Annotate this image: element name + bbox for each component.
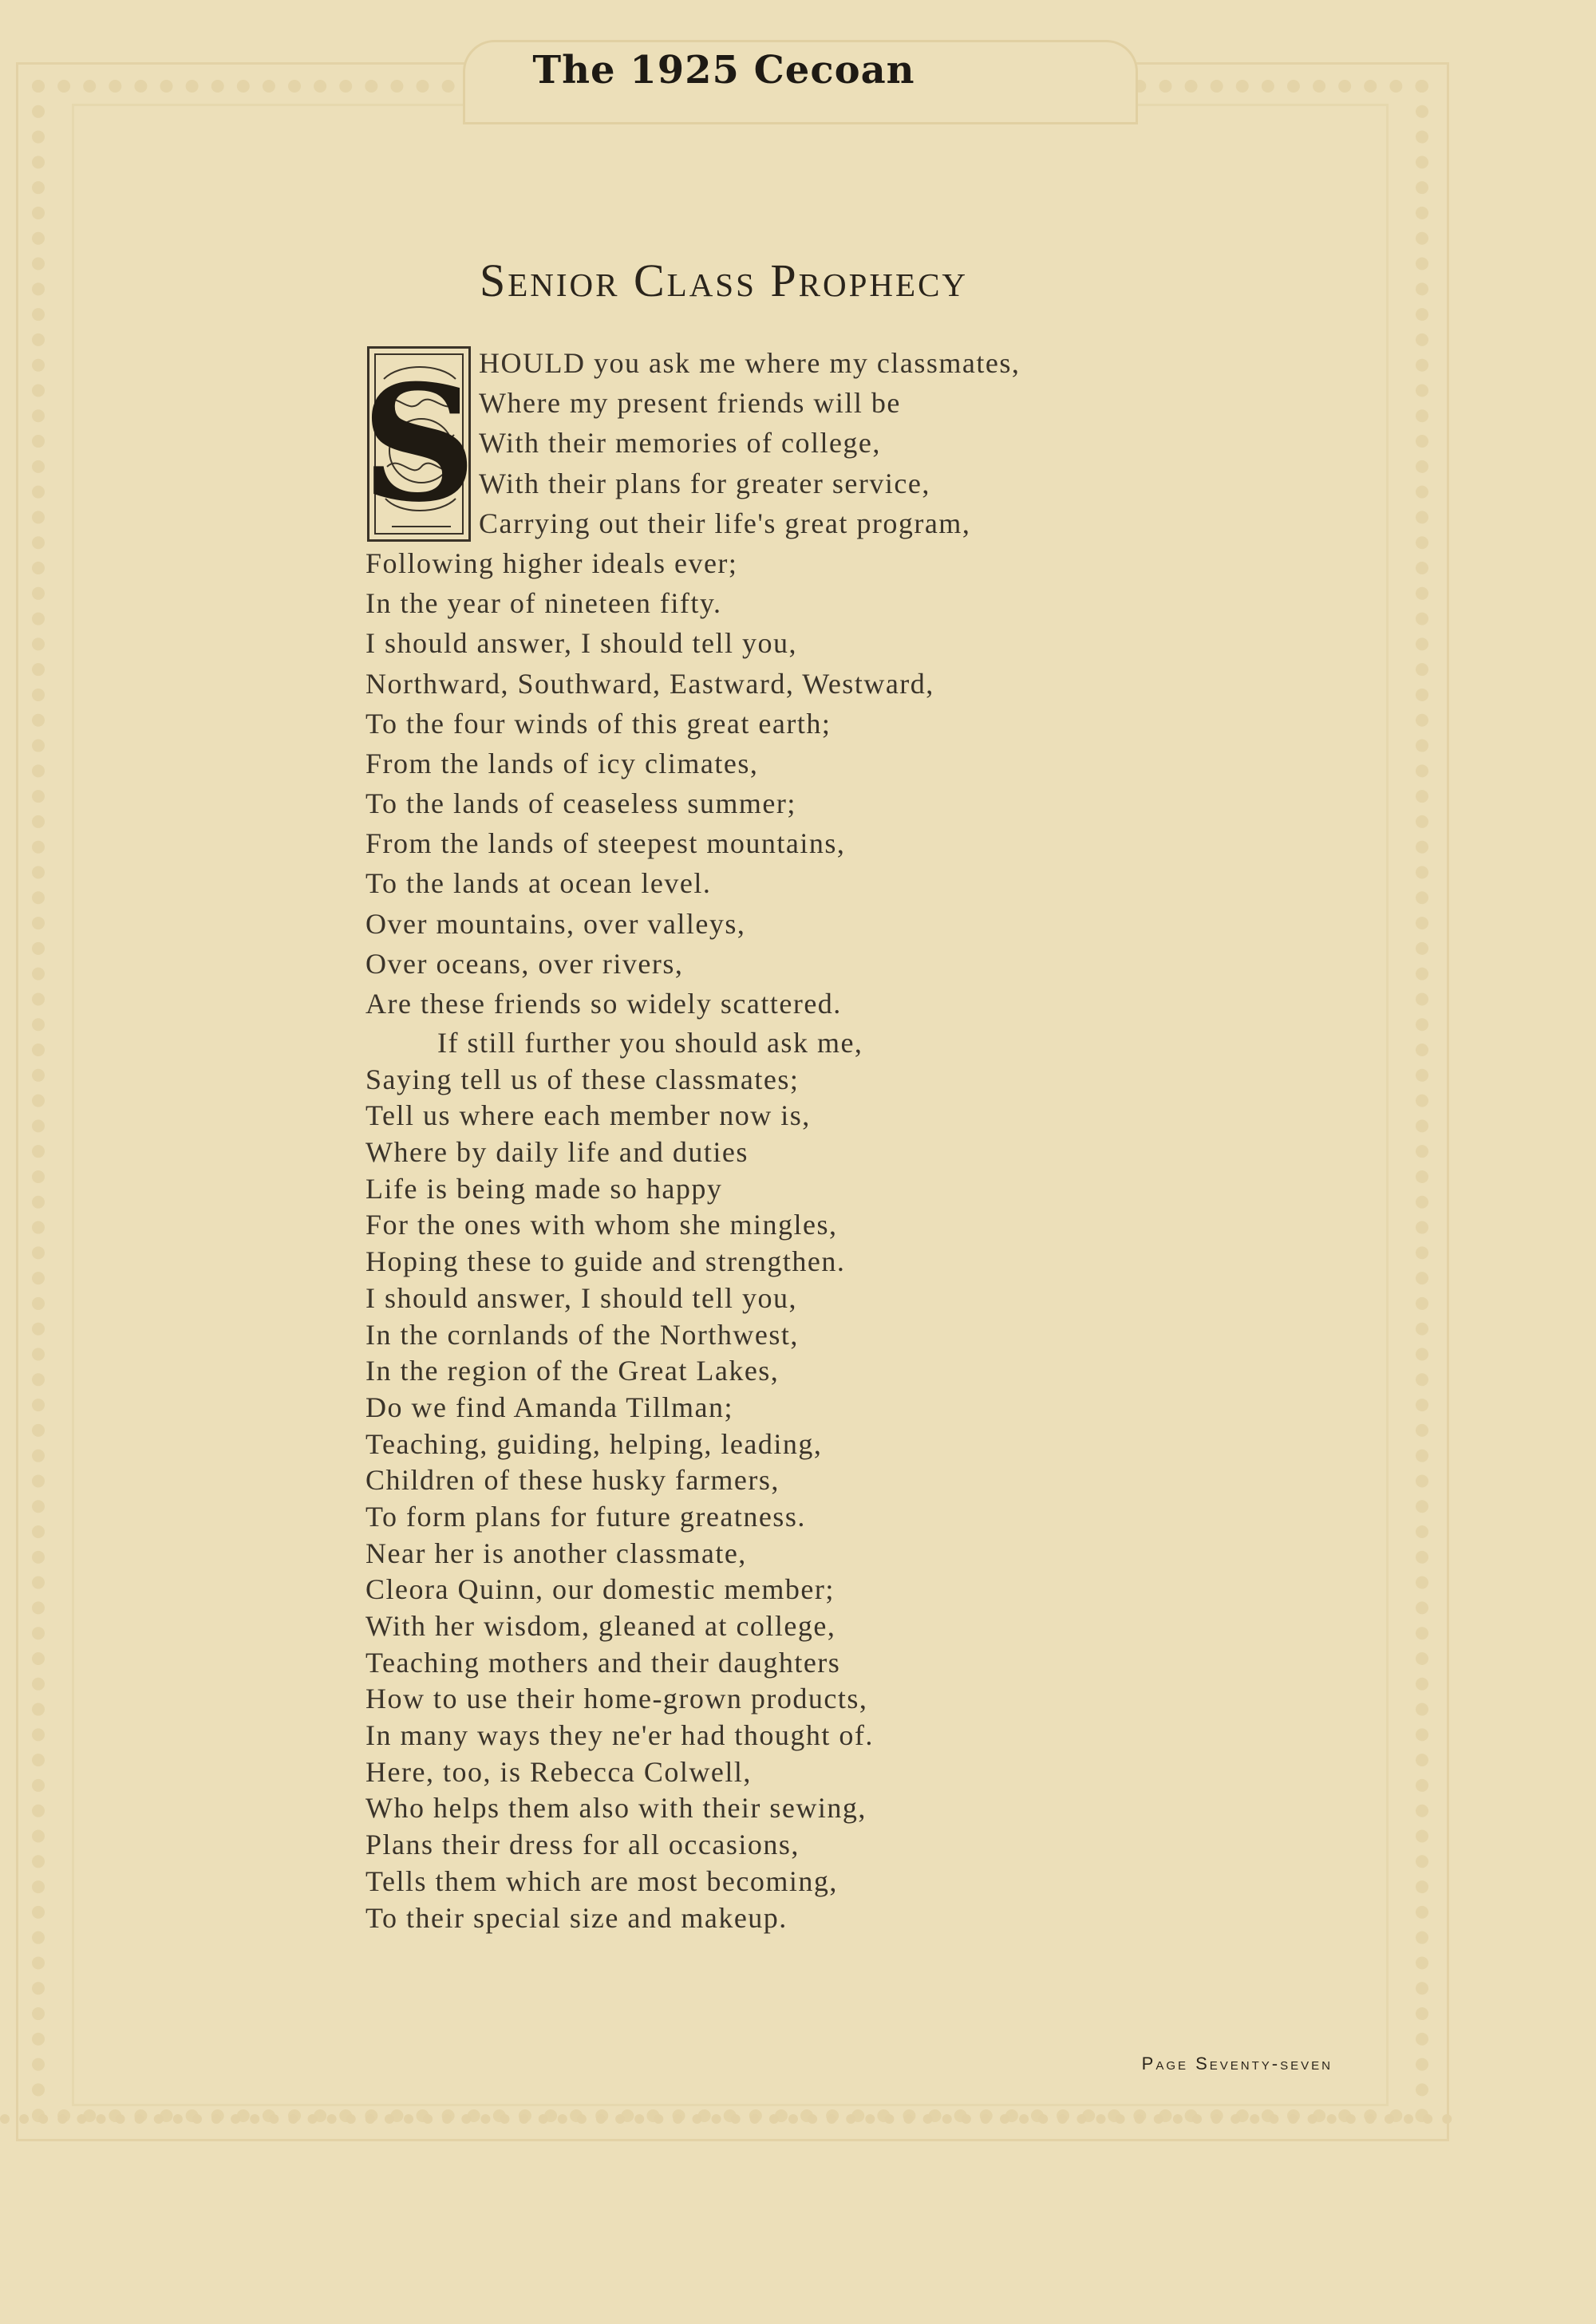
poem-line: Over oceans, over rivers,	[365, 947, 684, 980]
dropcap-letter: S	[361, 349, 477, 538]
poem-line: I should answer, I should tell you,	[365, 627, 797, 660]
poem-line: Plans their dress for all occasions,	[365, 1829, 800, 1861]
poem-line: Carrying out their life's great program,	[479, 507, 971, 539]
bottom-border-band	[0, 2114, 1452, 2148]
poem-line: To the lands at ocean level.	[365, 867, 712, 900]
poem-line: Teaching mothers and their daughters	[365, 1646, 841, 1679]
poem-line: To form plans for future greatness.	[365, 1500, 806, 1533]
poem-line: Over mountains, over valleys,	[365, 907, 746, 940]
poem-stanza-1	[365, 343, 1163, 1024]
poem-line: HOULD you ask me where my classmates,	[479, 347, 1021, 379]
poem-line: Tell us where each member now is,	[365, 1099, 811, 1132]
dropcap-box	[361, 346, 477, 542]
poem-line: Teaching, guiding, helping, leading,	[365, 1427, 823, 1460]
poem-stanza-2	[365, 1025, 1163, 1936]
poem-line: Saying tell us of these classmates;	[365, 1063, 800, 1095]
poem-line: In the year of nineteen fifty.	[365, 587, 722, 620]
poem-line: In the cornlands of the Northwest,	[365, 1318, 799, 1351]
poem-line: Are these friends so widely scattered.	[365, 988, 842, 1020]
poem-line: With their memories of college,	[479, 427, 881, 460]
poem-line: With their plans for greater service,	[479, 467, 930, 499]
ornamental-initial-icon	[361, 349, 477, 538]
poem-line: To the lands of ceaseless summer;	[365, 787, 796, 820]
page-title: Senior Class Prophecy	[479, 254, 969, 306]
poem-line: Following higher ideals ever;	[365, 546, 738, 579]
poem-line: Northward, Southward, Eastward, Westward,	[365, 667, 934, 700]
poem-line: Near her is another classmate,	[365, 1537, 747, 1569]
page-number: Page Seventy-seven	[1141, 2054, 1333, 2073]
poem-line: How to use their home-grown products,	[365, 1683, 868, 1715]
poem-line: Life is being made so happy	[365, 1172, 723, 1205]
poem-line: Hoping these to guide and strengthen.	[365, 1245, 846, 1278]
poem-line: In the region of the Great Lakes,	[365, 1355, 780, 1387]
poem-line: With her wisdom, gleaned at college,	[365, 1610, 836, 1642]
poem-line: Do we find Amanda Tillman;	[365, 1391, 733, 1423]
poem-line: Tells them which are most becoming,	[365, 1864, 838, 1897]
poem-line: From the lands of icy climates,	[365, 747, 759, 779]
poem-line: If still further you should ask me,	[437, 1027, 863, 1059]
poem-line: Who helps them also with their sewing,	[365, 1792, 867, 1825]
poem-line: To the four winds of this great earth;	[365, 707, 832, 740]
poem-line: In many ways they ne'er had thought of.	[365, 1719, 874, 1752]
poem-line: To their special size and makeup.	[365, 1901, 788, 1934]
poem-line: I should answer, I should tell you,	[365, 1281, 797, 1314]
poem-line: Children of these husky farmers,	[365, 1464, 780, 1497]
poem-line: Where by daily life and duties	[365, 1136, 749, 1169]
poem-line: Where my present friends will be	[479, 387, 901, 420]
poem-line: For the ones with whom she mingles,	[365, 1209, 838, 1241]
poem-line: Here, too, is Rebecca Colwell,	[365, 1755, 752, 1788]
running-head: The 1925 Cecoan	[532, 48, 915, 93]
poem-line: From the lands of steepest mountains,	[365, 827, 846, 860]
poem-line: Cleora Quinn, our domestic member;	[365, 1573, 835, 1606]
